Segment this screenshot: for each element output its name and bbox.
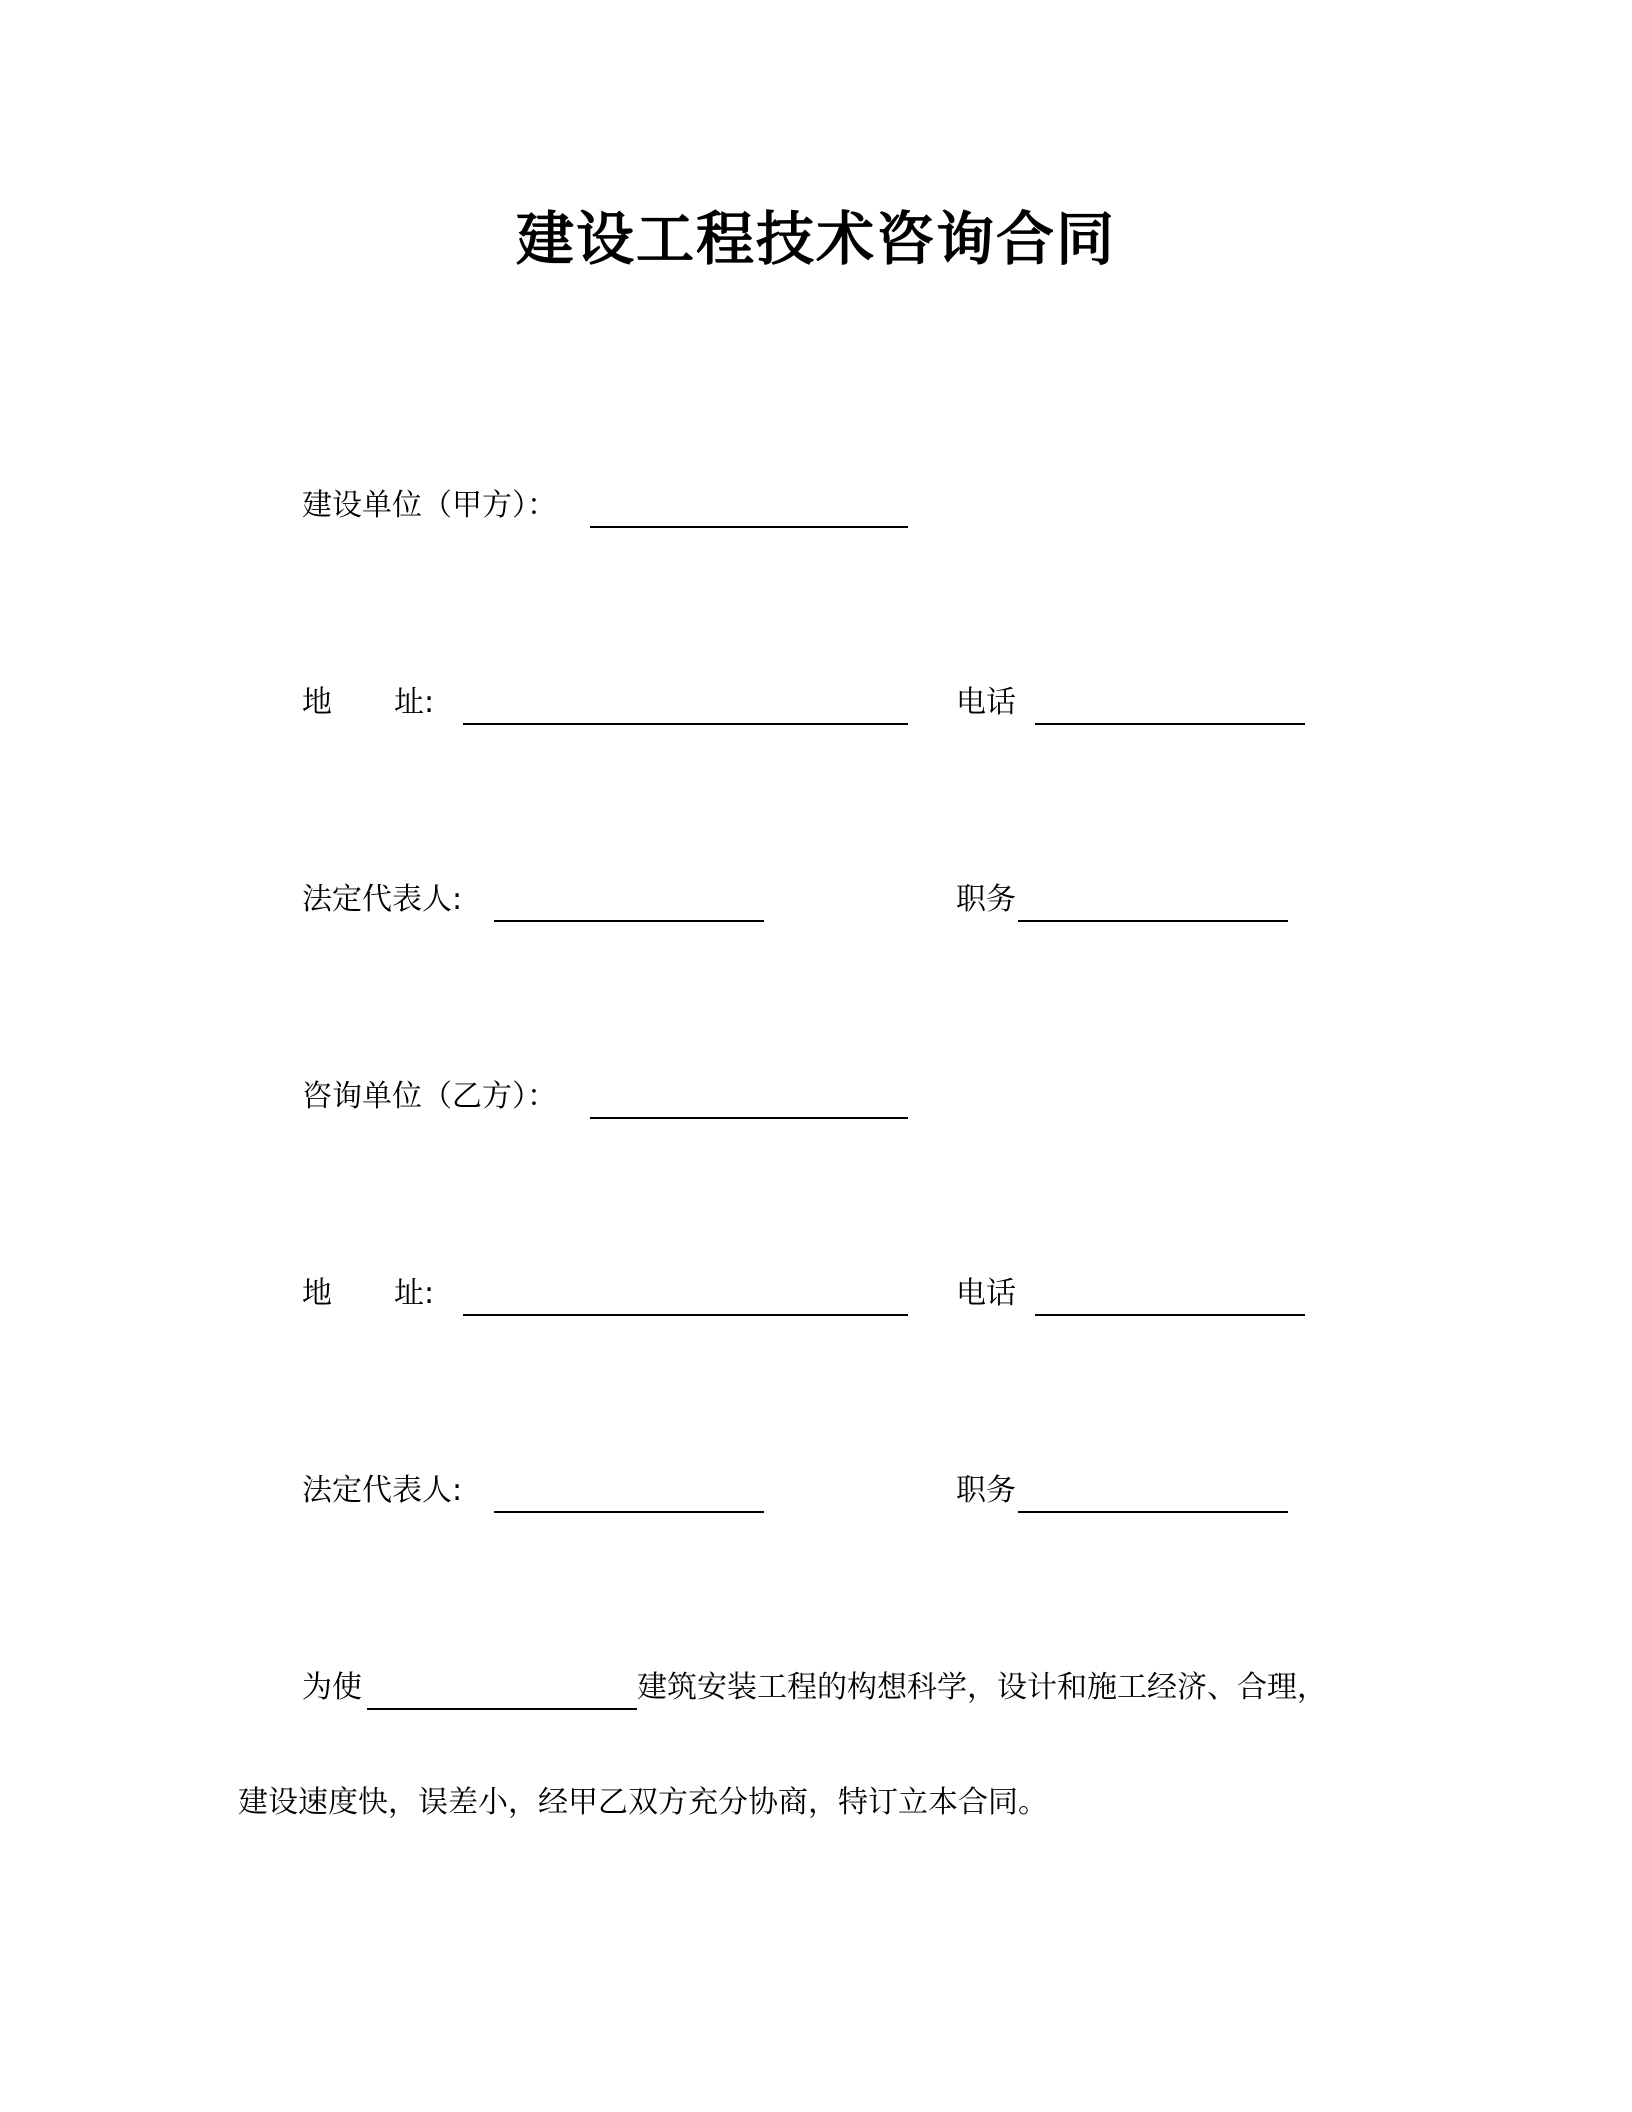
party-a-phone-label: 电话 bbox=[956, 685, 1016, 720]
party-a-address-label bbox=[302, 683, 434, 723]
party-a-address-blank[interactable] bbox=[463, 723, 908, 725]
preamble-line2: 建设速度快，误差小，经甲乙双方充分协商，特订立本合同。 bbox=[238, 1785, 1048, 1820]
party-b-address-label-char2: 址: bbox=[394, 1276, 435, 1311]
document-title: 建设工程技术咨询合同 bbox=[515, 205, 1116, 273]
party-a-unit-label: 建设单位（甲方）： bbox=[302, 488, 557, 523]
party-b-rep-blank[interactable] bbox=[494, 1511, 764, 1513]
party-b-address-label bbox=[302, 1274, 434, 1314]
preamble-line1-suffix: 建筑安装工程的构想科学，设计和施工经济、合理， bbox=[637, 1670, 1327, 1705]
preamble-line1-prefix: 为使 bbox=[302, 1670, 362, 1705]
party-a-rep-label: 法定代表人: bbox=[302, 882, 463, 917]
party-a-position-blank[interactable] bbox=[1018, 920, 1288, 922]
party-b-phone-label: 电话 bbox=[956, 1276, 1016, 1311]
party-a-address-label-char1: 地 bbox=[302, 685, 332, 720]
party-b-unit-label: 咨询单位（乙方）： bbox=[302, 1079, 557, 1114]
party-b-position-blank[interactable] bbox=[1018, 1511, 1288, 1513]
party-b-rep-label: 法定代表人: bbox=[302, 1473, 463, 1508]
preamble-project-blank[interactable] bbox=[367, 1708, 637, 1710]
party-a-unit-blank[interactable] bbox=[590, 526, 908, 528]
party-b-address-label-char1: 地 bbox=[302, 1276, 332, 1311]
party-a-rep-blank[interactable] bbox=[494, 920, 764, 922]
party-b-phone-blank[interactable] bbox=[1035, 1314, 1305, 1316]
party-b-unit-blank[interactable] bbox=[590, 1117, 908, 1119]
party-b-position-label: 职务 bbox=[956, 1473, 1016, 1508]
party-a-address-label-char2: 址: bbox=[394, 685, 435, 720]
party-a-phone-blank[interactable] bbox=[1035, 723, 1305, 725]
party-b-address-blank[interactable] bbox=[463, 1314, 908, 1316]
party-a-position-label: 职务 bbox=[956, 882, 1016, 917]
